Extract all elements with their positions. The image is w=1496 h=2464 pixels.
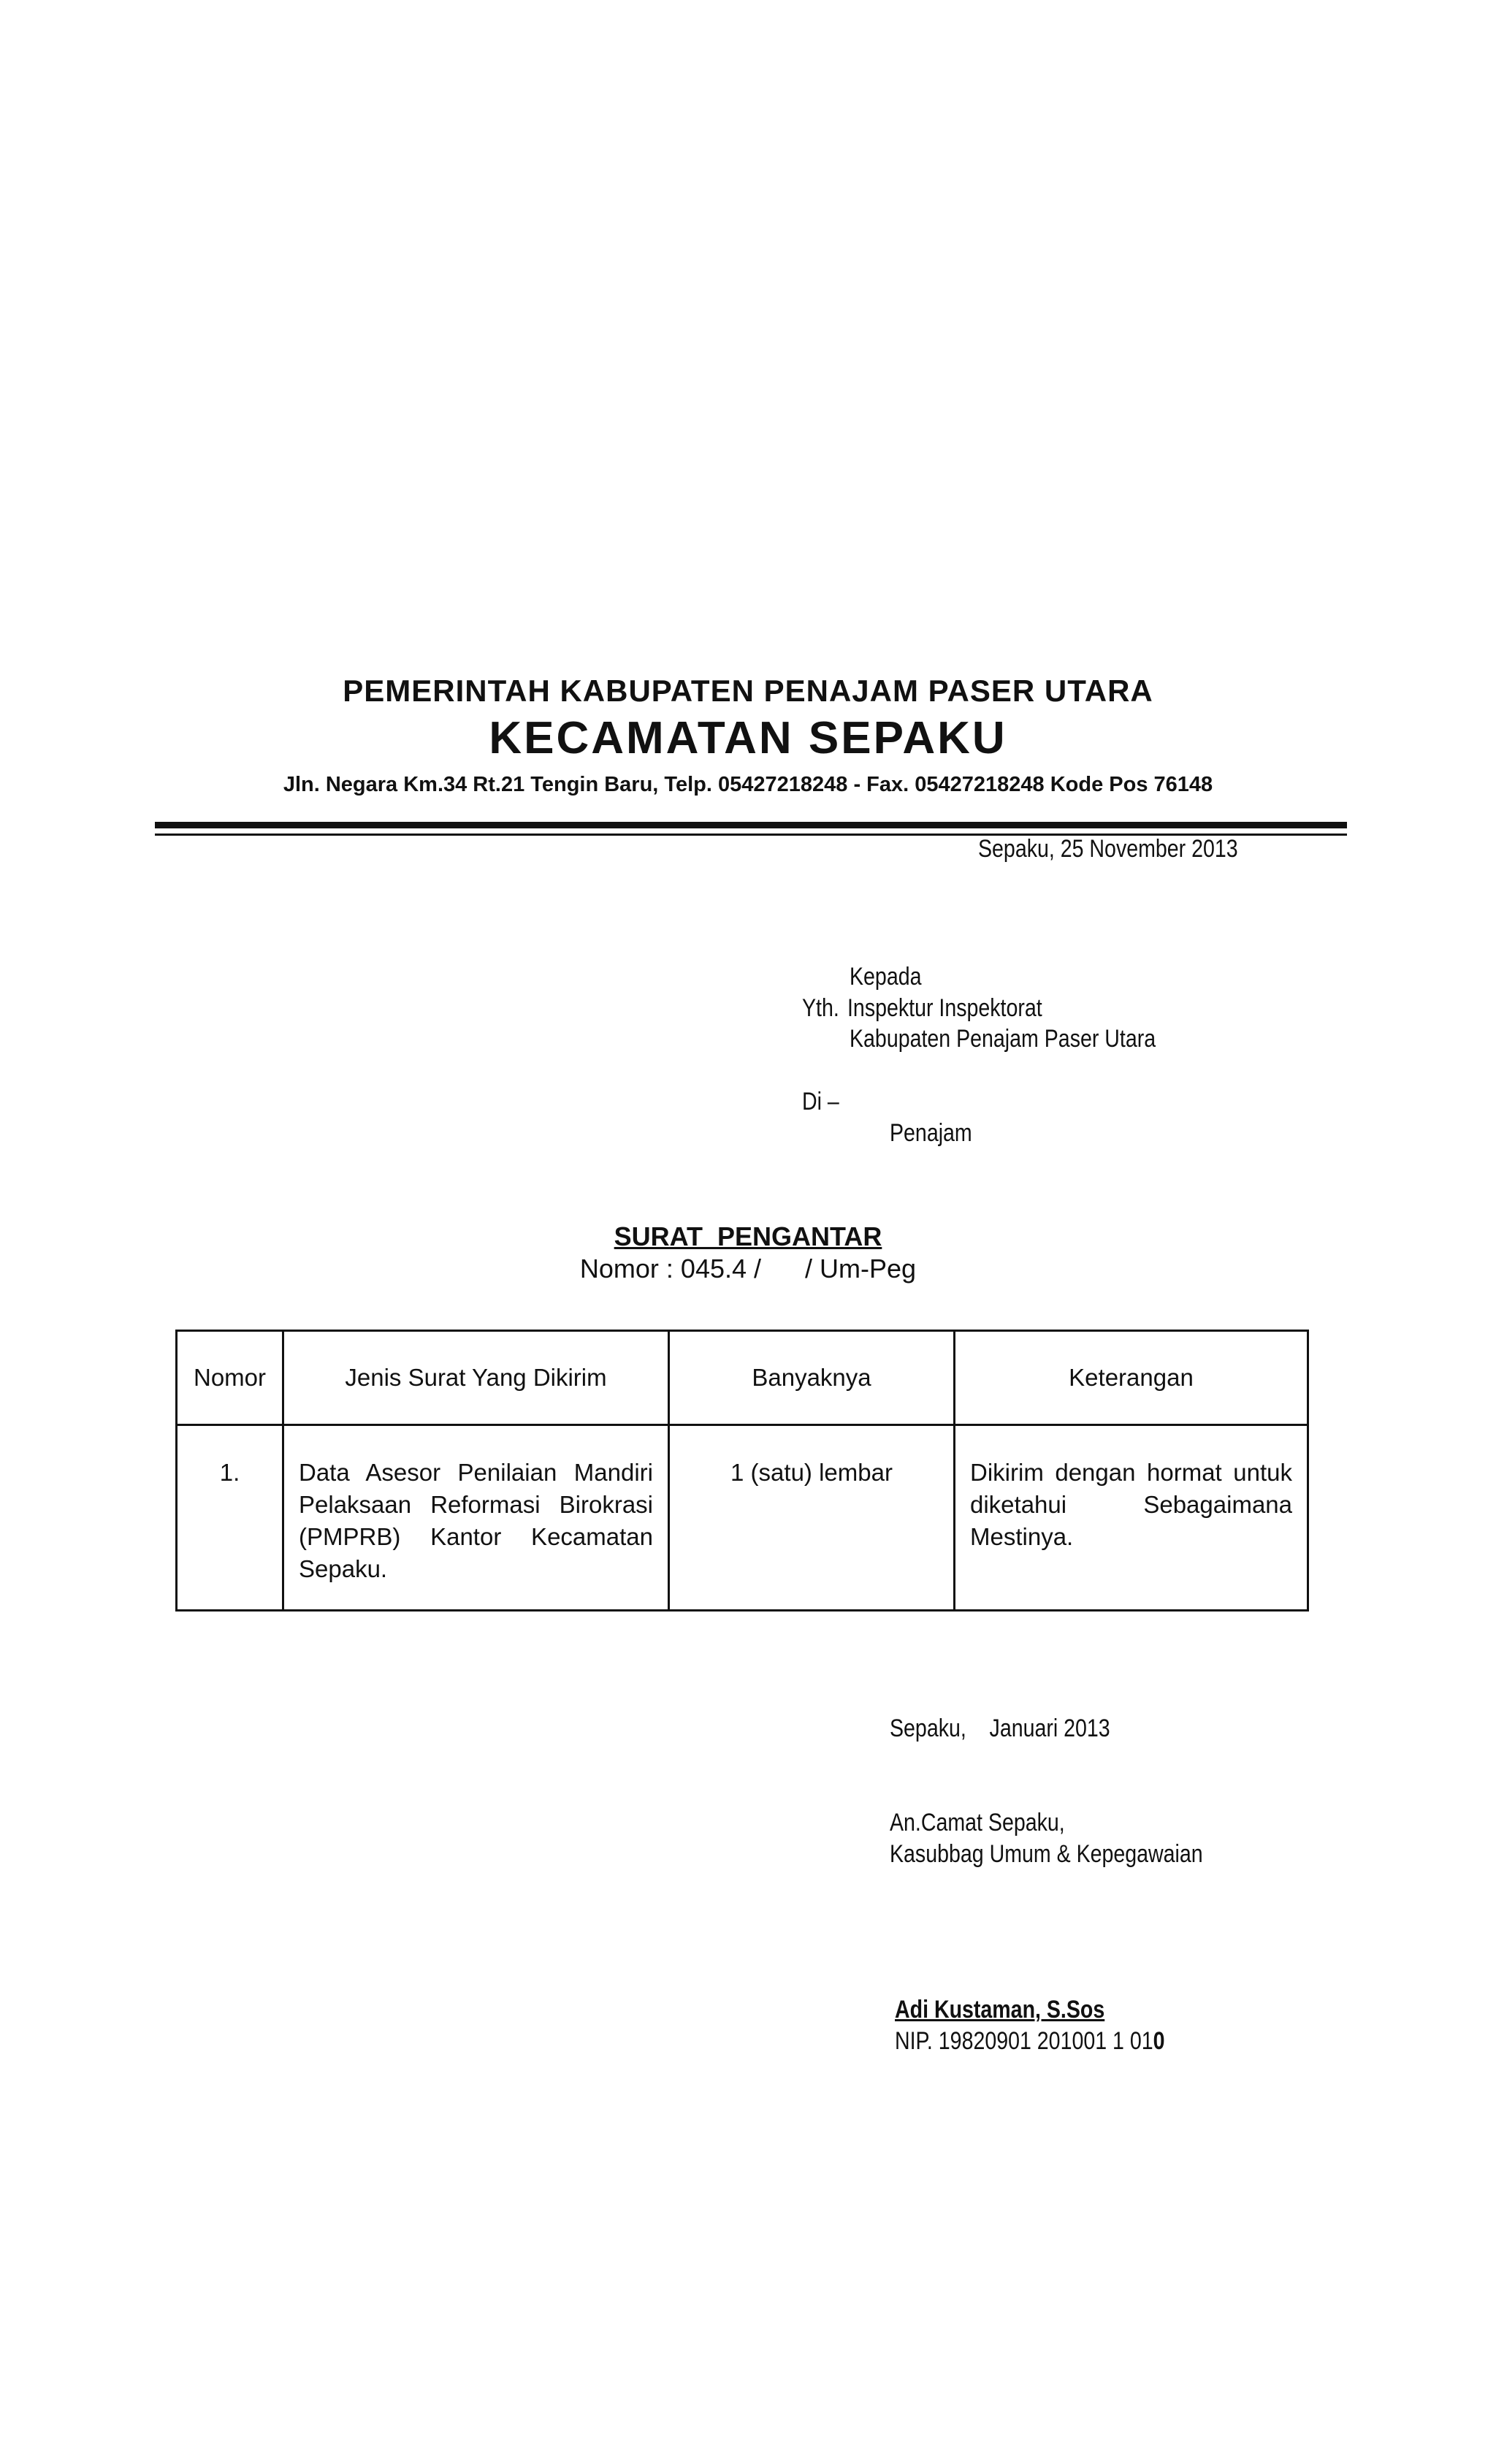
letter-date: Sepaku, 25 November 2013 — [978, 835, 1238, 863]
signer-position-2: Kasubbag Umum & Kepegawaian — [890, 1840, 1203, 1868]
closing-date: Sepaku, Januari 2013 — [890, 1714, 1110, 1742]
document-table — [175, 1330, 1309, 1611]
recipient-city: Penajam — [890, 1119, 972, 1147]
cell-keterangan: Dikirim dengan hormat untuk diketahui Sebagaimana Mestinya. — [955, 1425, 1308, 1611]
header-keterangan: Keterangan — [955, 1331, 1308, 1425]
signer-nip — [895, 2027, 1165, 2056]
recipient-kepada: Kepada — [850, 963, 922, 991]
header-jenis: Jenis Surat Yang Dikirim — [283, 1331, 669, 1425]
signer-name: Adi Kustaman, S.Sos — [895, 1996, 1105, 2024]
header-banyaknya: Banyaknya — [669, 1331, 955, 1425]
letter-title: SURAT PENGANTAR — [614, 1221, 882, 1251]
nip-text: NIP. 19820901 201001 1 01 — [895, 2027, 1153, 2055]
nip-last-digit: 0 — [1153, 2027, 1165, 2055]
cell-nomor: 1. — [177, 1425, 283, 1611]
cell-jenis: Data Asesor Penilaian Mandiri Pelaksaan Reformasi Birokrasi (PMPRB) Kantor Kecamatan Sepaku. — [283, 1425, 669, 1611]
cell-banyaknya: 1 (satu) lembar — [669, 1425, 955, 1611]
letterhead-district: KECAMATAN SEPAKU — [489, 713, 1007, 763]
recipient-yth: Yth. — [802, 994, 839, 1022]
letterhead-address: Jln. Negara Km.34 Rt.21 Tengin Baru, Telp. 05427218248 - Fax. 05427218248 Kode Pos 76148 — [283, 773, 1213, 796]
recipient-org: Kabupaten Penajam Paser Utara — [850, 1025, 1156, 1053]
table-header-row — [177, 1331, 1308, 1425]
letterhead-government: PEMERINTAH KABUPATEN PENAJAM PASER UTARA — [343, 674, 1153, 708]
header-nomor: Nomor — [177, 1331, 283, 1425]
recipient-name: Inspektur Inspektorat — [847, 994, 1042, 1022]
letterhead-rule-thick — [155, 822, 1347, 828]
recipient-di: Di – — [802, 1088, 839, 1115]
letter-number: Nomor : 045.4 / / Um-Peg — [579, 1254, 917, 1284]
table-row — [177, 1425, 1308, 1611]
signer-position-1: An.Camat Sepaku, — [890, 1809, 1065, 1836]
